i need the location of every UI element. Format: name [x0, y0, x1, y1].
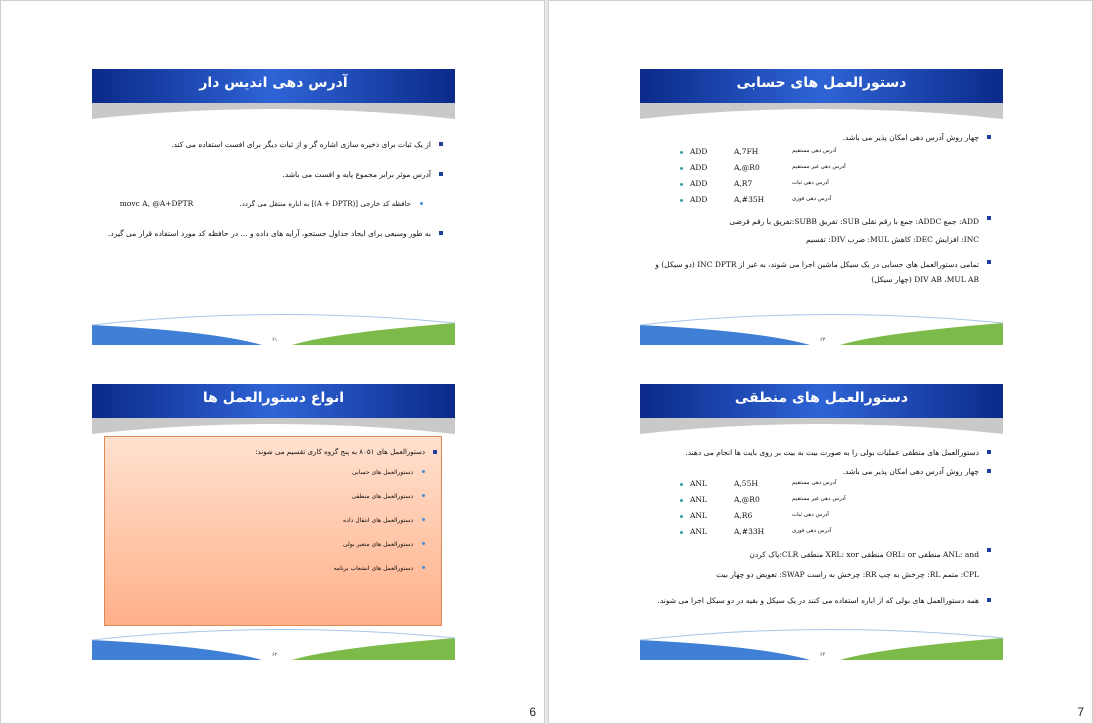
page-number: 7	[1077, 705, 1084, 719]
slide-logic-instructions	[640, 384, 1003, 660]
slide-body	[652, 132, 991, 306]
addressing-row: ADD A,7FH آدرس دهی مستقیم	[652, 147, 991, 163]
slide-body	[113, 447, 437, 587]
addressing-row: ADD A,R7 آدرس دهی ثبات	[652, 179, 991, 195]
ops-line: ADD: جمع ADDC: جمع با رقم نقلی SUB: تفریق SUBB:تفریق با رقم قرضی	[729, 217, 979, 226]
slide-title: دستورالعمل های حسابی	[736, 75, 907, 91]
ops-line: CPL: متمم RL: چرخش به چپ RR: چرخش به راست SWAP: تعویض دو چهار بیت	[716, 570, 979, 579]
bullet: چهار روش آدرس دهی امکان پذیر می باشد.	[652, 466, 991, 477]
sub-bullet-movc	[104, 199, 423, 208]
bullet: دستورالعمل های منطقی عملیات بولی را به صورت بیت به بیت بر روی بایت ها انجام می دهند.	[652, 447, 991, 458]
slide-body	[652, 447, 991, 625]
slide-instruction-types	[92, 384, 455, 660]
group-item: دستورالعمل های انتقال داده	[113, 515, 425, 539]
document-page-right	[548, 0, 1093, 724]
slide-arithmetic-instructions	[640, 69, 1003, 345]
group-item: دستورالعمل های متغیر بولی	[113, 539, 425, 563]
bullet-arith-ops	[652, 213, 991, 249]
page-number: 6	[529, 705, 536, 719]
group-item: دستورالعمل های انشعاب برنامه	[113, 563, 425, 587]
slide-title: دستورالعمل های منطقی	[734, 390, 909, 406]
bullet: دستورالعمل های ۸۰۵۱ به پنج گروه کاری تقسیم می شوند:	[113, 447, 437, 458]
slide-number: ۶۳	[820, 337, 826, 343]
group-item: دستورالعمل های منطقی	[113, 491, 425, 515]
slide-title: انواع دستورالعمل ها	[202, 390, 345, 406]
ops-line: ANL: and منطقی ORL: or منطقی XRL: xor منطقی CLR:پاک کردن	[749, 550, 979, 559]
bullet: چهار روش آدرس دهی امکان پذیر می باشد.	[652, 132, 991, 143]
slide-title: آدرس دهی اندیس دار	[199, 75, 348, 91]
document-page-left	[0, 0, 545, 724]
slide-number: ۶۴	[820, 652, 826, 658]
movc-code: movc A, @A+DPTR	[119, 199, 194, 208]
bullet: آدرس موثر برابر مجموع پایه و افست می باشد.	[104, 169, 443, 180]
bullet: از یک ثبات برای ذخیره سازی اشاره گر و از ثبات دیگر برای افست استفاده می کند.	[104, 139, 443, 150]
addressing-row: ADD A,#35H آدرس دهی فوری	[652, 195, 991, 211]
slide-number: ۶۱	[272, 337, 278, 343]
bullet: به طور وسیعی برای ایجاد جداول جستجو، آرایه های داده و ... در حافظه کد مورد استفاده قرار می گیرد.	[104, 228, 443, 239]
ops-line: INC: افزایش DEC: کاهش MUL: ضرب DIV: تقسیم	[805, 235, 979, 244]
addressing-row: ADD A,@R0 آدرس دهی غیر مستقیم	[652, 163, 991, 179]
slide-number: ۶۲	[272, 652, 278, 658]
addressing-row: ANL A,@R0 آدرس دهی غیر مستقیم	[652, 495, 991, 511]
bullet-logic-ops	[652, 545, 991, 585]
bullet-cycle-note	[652, 257, 991, 287]
addressing-row: ANL A,R6 آدرس دهی ثبات	[652, 511, 991, 527]
movc-description: حافظه کد خارجی [(A + DPTR)] به اباره منتقل می گردد.	[239, 200, 411, 208]
note-line: تمامی دستورالعمل های حسابی در یک سیکل ماشین اجرا می شوند، به غیر از INC DPTR (دو سیکل) و	[655, 260, 979, 269]
addressing-row: ANL A,55H آدرس دهی مستقیم	[652, 479, 991, 495]
slide-body	[104, 139, 443, 258]
note-line: DIV AB ،MUL AB (چهار سیکل)	[871, 275, 979, 284]
slide-indexed-addressing	[92, 69, 455, 345]
instruction-groups-box	[104, 436, 442, 626]
addressing-row: ANL A,#33H آدرس دهی فوری	[652, 527, 991, 543]
bullet-cycle-note: همه دستورالعمل های بولی که از اباره استفاده می کنند در یک سیکل و بقیه در دو سیکل اجرا می شوند.	[652, 595, 991, 606]
group-item: دستورالعمل های حسابی	[113, 467, 425, 491]
